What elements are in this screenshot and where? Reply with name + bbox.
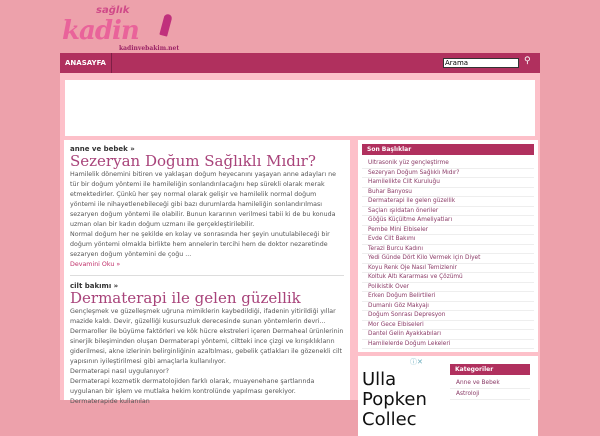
sidebar-link[interactable]: Doğum Sonrası Depresyon	[362, 311, 534, 321]
sidebar-link[interactable]: Göğüs Küçültme Ameliyatları	[362, 216, 534, 226]
nav-bar	[60, 53, 540, 73]
post-excerpt: Gençleşmek ve güzelleşmek uğruna mimiklerin kaybedildiği, ifadenin yitirildiği yıllar mazide kaldı. Devir, güzelliği kusursuzluk derecesinde sunan yöntemlerin devri... Dermaroller ile büyüme faktörleri ve kök hücre ekstreleri içeren Dermaheal ürünlerinin sinerjik bileşiminden oluşan Dermaterapi yöntemi, ciltteki ince çizgi ve kırışıklıkların giderilmesi, akne izlerinin belirginliğinin azaltılması, gebelik çatlakları ile gözenekli cilt yapısının iyileştirilmesi gibi amaçlarla kullanılıyor.	[70, 308, 344, 365]
logo-sub: sağlık	[96, 5, 130, 16]
sidebar-link[interactable]: Dermaterapi ile gelen güzellik	[362, 197, 534, 207]
post-excerpt: Dermaterapi nasıl uygulanıyor?	[70, 368, 169, 375]
search-input[interactable]	[443, 58, 519, 68]
sidebar-link[interactable]: Erken Doğum Belirtileri	[362, 292, 534, 302]
post-title[interactable]: Dermaterapi ile gelen güzellik	[70, 289, 301, 307]
sidebar-link[interactable]: Anne ve Bebek	[450, 378, 530, 389]
post-list	[64, 140, 350, 405]
logo-url: kadinvebakim.net	[119, 45, 180, 52]
sidebar-link[interactable]: Pembe Mini Elbiseler	[362, 226, 534, 236]
search-icon[interactable]: ⚲	[524, 56, 531, 66]
sidebar-link[interactable]: Dantel Gelin Ayakkabıları	[362, 330, 534, 340]
categories-widget	[450, 364, 530, 400]
lower-sidebar	[358, 356, 538, 436]
sidebar-link[interactable]: Polikistik Over	[362, 283, 534, 293]
sidebar-link[interactable]: Terazi Burcu Kadını	[362, 245, 534, 255]
sidebar-link[interactable]: Koltuk Altı Kararması ve Çözümü	[362, 273, 534, 283]
sidebar-link[interactable]: Evde Cilt Bakımı	[362, 235, 534, 245]
sidebar-link[interactable]: Koyu Renk Oje Nasıl Temizlenir	[362, 264, 534, 274]
read-more-link[interactable]: Devamini Oku »	[70, 261, 121, 268]
post-title[interactable]: Sezeryan Doğum Sağlıklı Mıdır?	[70, 152, 316, 170]
sidebar-link[interactable]: Dumanlı Göz Makyajı	[362, 302, 534, 312]
nav-home[interactable]: ANASAYFA	[60, 53, 112, 73]
ad-box[interactable]	[358, 356, 448, 436]
woman-figure-icon	[159, 13, 172, 36]
recent-posts-widget	[358, 140, 538, 352]
widget-title: Kategoriler	[450, 364, 530, 375]
sidebar-link[interactable]: Mor Gece Elbiseleri	[362, 321, 534, 331]
sidebar-link[interactable]: Astroloji	[450, 389, 530, 400]
post-excerpt: Normal doğum her ne şekilde en kolay ve sonrasında her şeyin unutulabileceği bir doğum yöntemi olmakla birlikte hem annelerin tercihi hem de doktor nezaretinde sezaryen doğum yöntemini de çoğu ...	[70, 231, 330, 258]
sidebar-link[interactable]: Sezeryan Doğum Sağlıklı Mıdır?	[362, 169, 534, 179]
post-category[interactable]: anne ve bebek »	[70, 145, 135, 153]
logo-main: kadin	[62, 16, 139, 46]
widget-title: Son Başlıklar	[362, 144, 534, 155]
divider	[70, 275, 344, 276]
site-logo[interactable]	[62, 6, 182, 52]
ad-choices-icon[interactable]: ⓘ✕	[410, 358, 423, 366]
post-excerpt: Dermaterapi kozmetik dermatolojiden farklı olarak, muayenehane şartlarında uygulanan bir işlem ve mutlaka hekim kontrolünde yapılması gerekiyor. Dermaterapide kullanılan	[70, 378, 315, 405]
post-excerpt: Hamilelik dönemini bitiren ve yaklaşan doğum heyecanını yaşayan anne adayları ne tür bir doğum yöntemi ile hamileliğin sonlandırılacağını hep sürekli olarak merak etmektedirler. Çünkü her şey normal olarak gelişir ve hamilelik normal doğum yöntemi ile nihayetlenebileceği gibi bazı durumlarda hamileliğin sonlandırılması sezaryen doğum yöntemi ile olabilir. Bunun kararının verilmesi tabii ki de bu konuda uzman olan bir kadın doğum uzmanı ile gerçekleştirilebilir.	[70, 171, 336, 228]
sidebar-link[interactable]: Hamilelikte Cilt Kuruluğu	[362, 178, 534, 188]
ad-text: Ulla Popken Collec	[362, 369, 427, 430]
sidebar-link[interactable]: Hamilelerde Doğum Lekeleri	[362, 340, 534, 350]
post-category[interactable]: cilt bakımı »	[70, 282, 119, 290]
ad-banner	[65, 80, 535, 136]
sidebar-link[interactable]: Ultrasonik yüz gençleştirme	[362, 159, 534, 169]
sidebar-link[interactable]: Yedi Günde Dört Kilo Vermek için Diyet	[362, 254, 534, 264]
sidebar-link[interactable]: Saçları ışıldatan öneriler	[362, 207, 534, 217]
sidebar-link[interactable]: Buhar Banyosu	[362, 188, 534, 198]
